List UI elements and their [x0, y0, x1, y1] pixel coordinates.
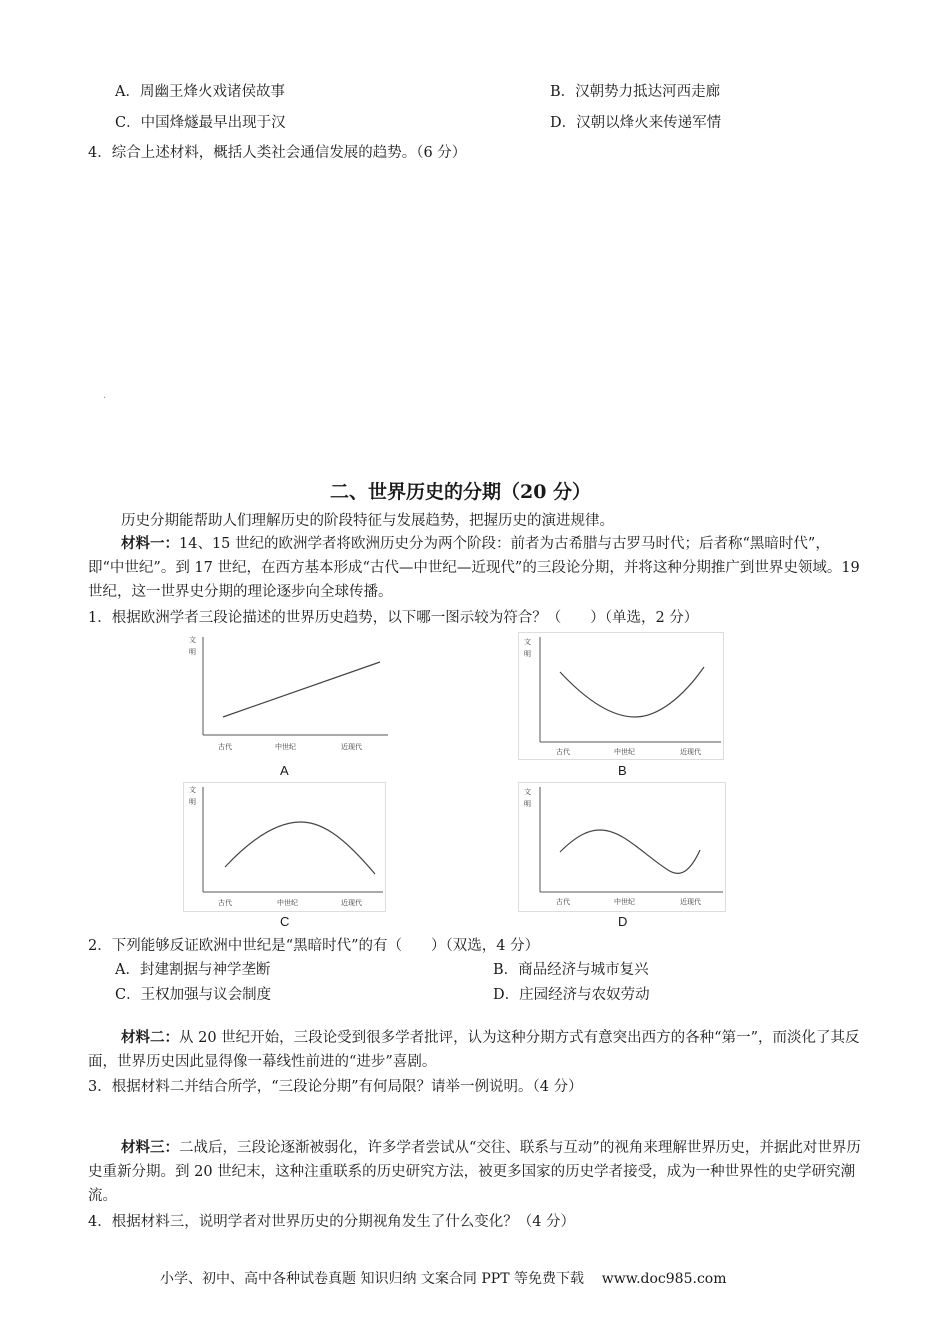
material-3-text: 二战后，三段论逐渐被弱化，许多学者尝试从“交往、联系与互动”的视角来理解世界历史，并据此对世界历史重新分期。到 20 世纪末，这种注重联系的历史研究方法，被更多国家的历史学者接受，成为一种世界性的史学研究潮流。 [88, 1140, 861, 1204]
footer-site[interactable]: www.doc985.com [601, 1271, 727, 1287]
chart-a-tick-medieval: 中世纪 [275, 743, 296, 751]
question-2: 2．下列能够反证欧洲中世纪是“黑暗时代”的有（ ）（双选，4 分） [88, 938, 540, 954]
q2-option-a: A．封建割据与神学垄断 [115, 962, 271, 978]
material-3-label: 材料三： [121, 1139, 179, 1156]
chart-b-letter: B [618, 763, 627, 778]
chart-d-tick-ancient: 古代 [556, 898, 570, 906]
section-intro: 历史分期能帮助人们理解历史的阶段特征与发展趋势，把握历史的演进规律。 [121, 513, 614, 529]
stray-mark: . [103, 390, 107, 401]
question-4-prev: 4．综合上述材料，概括人类社会通信发展的趋势。（6 分） [88, 145, 467, 161]
chart-b-ylabel-2: 明 [524, 650, 531, 658]
material-1 [88, 532, 863, 604]
option-c: C．中国烽燧最早出现于汉 [115, 115, 286, 131]
chart-a-letter: A [280, 763, 289, 778]
chart-a-tick-ancient: 古代 [218, 743, 232, 751]
chart-b [518, 632, 728, 760]
chart-b-ylabel-1: 文 [524, 638, 531, 646]
chart-c-ylabel-1: 文 [189, 786, 196, 794]
question-4: 4．根据材料三，说明学者对世界历史的分期视角发生了什么变化？（4 分） [88, 1214, 576, 1230]
material-2-text: 从 20 世纪开始，三段论受到很多学者批评，认为这种分期方式有意突出西方的各种“第一”，而淡化了其反面，世界历史因此显得像一幕线性前进的“进步”喜剧。 [88, 1030, 860, 1070]
chart-d-tick-modern: 近现代 [680, 898, 701, 906]
chart-b-tick-modern: 近现代 [680, 748, 701, 756]
material-1-label: 材料一： [121, 535, 179, 552]
chart-a-tick-modern: 近现代 [341, 743, 362, 751]
chart-d-tick-medieval: 中世纪 [614, 898, 635, 906]
section-title: 二、世界历史的分期（20 分） [330, 481, 592, 503]
footer-text [160, 1268, 726, 1288]
chart-b-tick-medieval: 中世纪 [614, 748, 635, 756]
option-d: D．汉朝以烽火来传递军情 [550, 115, 722, 131]
chart-d-ylabel-2: 明 [524, 800, 531, 808]
chart-d-series-line [560, 830, 700, 873]
chart-c-tick-medieval: 中世纪 [277, 899, 298, 907]
chart-d [518, 782, 728, 912]
chart-a [183, 632, 393, 757]
chart-c-tick-ancient: 古代 [218, 899, 232, 907]
chart-c-letter: C [280, 914, 290, 929]
q2-option-c: C．王权加强与议会制度 [115, 987, 272, 1003]
footer-desc: 小学、初中、高中各种试卷真题 知识归纳 文案合同 PPT 等免费下载 [160, 1271, 584, 1287]
chart-c-tick-modern: 近现代 [341, 899, 362, 907]
q2-option-b: B．商品经济与城市复兴 [493, 962, 649, 978]
material-2-label: 材料二： [121, 1029, 179, 1046]
chart-c [183, 782, 388, 912]
material-3 [88, 1136, 863, 1208]
q2-option-d: D．庄园经济与农奴劳动 [493, 987, 650, 1003]
chart-a-ylabel-2: 明 [189, 648, 196, 656]
chart-b-tick-ancient: 古代 [556, 748, 570, 756]
chart-a-ylabel-1: 文 [189, 636, 196, 644]
question-1: 1．根据欧洲学者三段论描述的世界历史趋势，以下哪一图示较为符合？（ ）（单选，2 分） [88, 610, 699, 626]
chart-d-ylabel-1: 文 [524, 788, 531, 796]
option-a: A．周幽王烽火戏诸侯故事 [115, 84, 285, 100]
material-1-text: 14、15 世纪的欧洲学者将欧洲历史分为两个阶段：前者为古希腊与古罗马时代；后者称“黑暗时代”，即“中世纪”。到 17 世纪，在西方基本形成“古代—中世纪—近现代”的三段论分期，并将这种分期推广到世界史领域。19 世纪，这一世界史分期的理论逐步向全球传播。 [88, 536, 860, 600]
chart-c-ylabel-2: 明 [189, 798, 196, 806]
chart-b-series-line [560, 667, 704, 717]
chart-a-series-line [223, 662, 380, 717]
question-3: 3．根据材料二并结合所学，“三段论分期”有何局限？请举一例说明。（4 分） [88, 1079, 583, 1095]
chart-d-letter: D [618, 914, 628, 929]
chart-c-series-line [225, 822, 375, 874]
option-b: B．汉朝势力抵达河西走廊 [550, 84, 721, 100]
material-2 [88, 1026, 863, 1074]
